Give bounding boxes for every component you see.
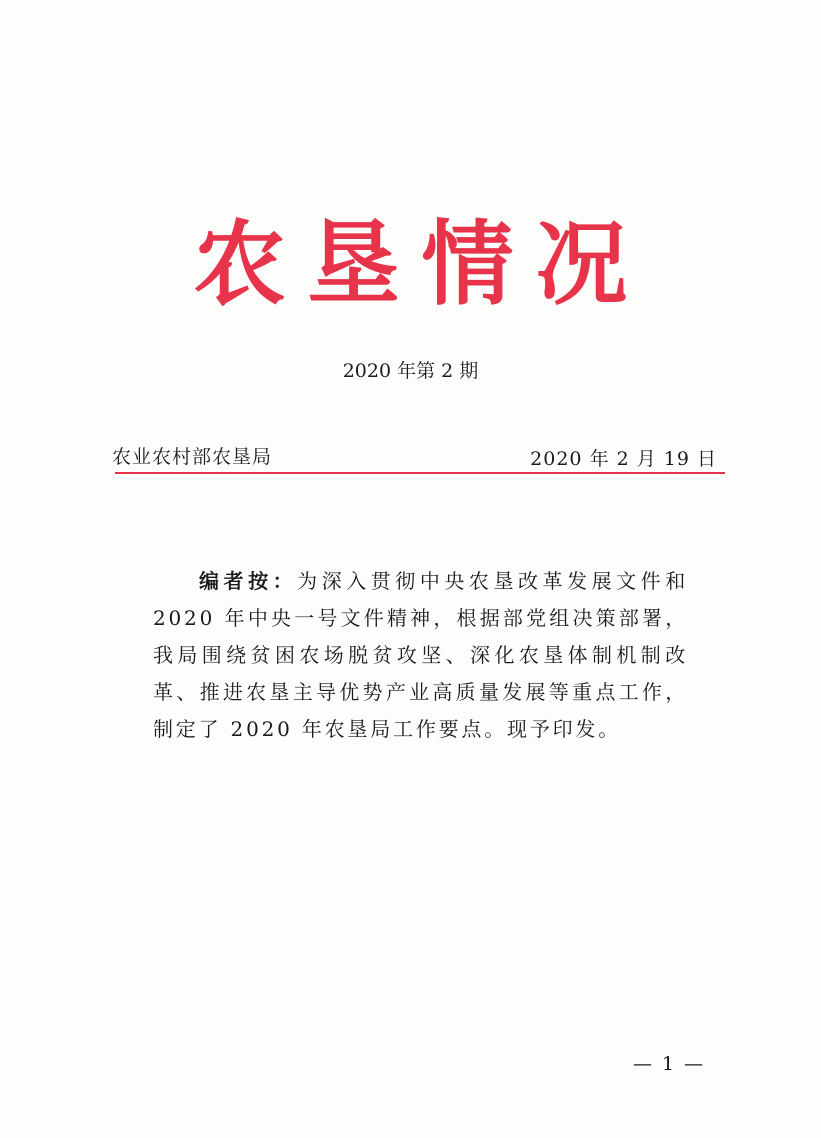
editor-note-label: 编者按： <box>199 569 298 593</box>
masthead-title: 农垦情况 <box>193 210 650 318</box>
page-number: — 1 — <box>633 1053 706 1075</box>
editor-note-text: 为深入贯彻中央农垦改革发展文件和 2020 年中央一号文件精神，根据部党组决策部署，我局围绕贫困农场脱贫攻坚、深化农垦体制机制改革、推进农垦主导优势产业高质量发展等重点工作，制定了 2020 年农垦局工作要点。现予印发。 <box>153 569 688 741</box>
issue-number: 2020 年第 2 期 <box>342 360 479 382</box>
issue-date: 2020 年 2 月 19 日 <box>530 448 717 470</box>
editor-note <box>153 563 688 748</box>
red-divider <box>115 472 725 474</box>
publisher-name: 农业农村部农垦局 <box>112 446 273 468</box>
